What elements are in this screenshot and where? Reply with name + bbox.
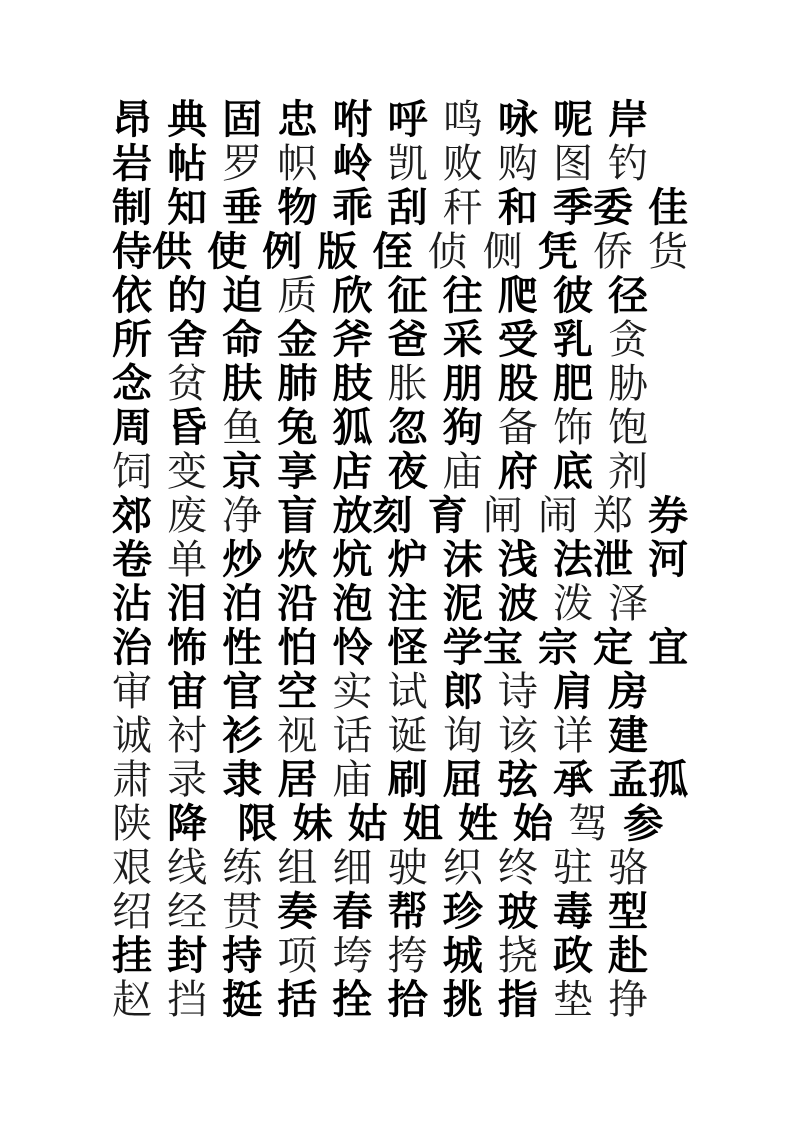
han-character-group: 视	[277, 714, 318, 758]
han-character-group: 乖	[332, 186, 373, 230]
han-character-group: 爸	[387, 318, 428, 362]
han-character-group: 欣	[332, 274, 373, 318]
han-character-group: 宜	[648, 626, 689, 670]
han-character-group: 刮	[387, 186, 428, 230]
han-character-group: 试	[387, 670, 428, 714]
han-character-group: 制	[112, 186, 152, 230]
han-character-group: 陕	[112, 802, 152, 846]
han-character-group: 驻	[553, 846, 593, 890]
han-character-group: 采	[442, 318, 483, 362]
character-row	[112, 846, 760, 890]
han-character-group: 店	[332, 450, 373, 494]
han-character-group: 沾	[112, 582, 152, 626]
han-character-group: 挂	[112, 934, 152, 978]
han-character-group: 乳	[553, 318, 593, 362]
han-character-group: 肩	[553, 670, 593, 714]
han-character-group: 驾	[568, 802, 609, 846]
han-character-group: 垮	[332, 934, 373, 978]
han-character-group: 帮	[387, 890, 428, 934]
han-character-group: 该	[497, 714, 538, 758]
han-character-group: 隶	[222, 758, 263, 802]
han-character-group: 的	[167, 274, 208, 318]
han-character-group: 径	[608, 274, 649, 318]
han-character-group: 赵	[112, 978, 152, 1022]
han-character-group: 诞	[387, 714, 428, 758]
han-character-group: 指	[497, 978, 538, 1022]
han-character-group: 挑	[442, 978, 483, 1022]
han-character-group: 录	[167, 758, 208, 802]
han-character-group: 凭	[537, 230, 578, 274]
han-character-group: 姓	[457, 802, 498, 846]
han-character-group: 挺	[222, 978, 263, 1022]
han-character-group: 底	[553, 450, 593, 494]
han-character-group: 炉	[387, 538, 428, 582]
han-character-group: 购	[497, 142, 538, 186]
han-character-group: 练	[222, 846, 263, 890]
han-character-group: 昏	[167, 406, 208, 450]
han-character-group: 征	[387, 274, 428, 318]
han-character-group: 京	[222, 450, 263, 494]
han-character-group: 挣	[608, 978, 649, 1022]
han-character-group: 佳	[648, 186, 689, 230]
han-character-group: 珍	[442, 890, 483, 934]
han-character-group: 忠	[277, 98, 318, 142]
han-character-group: 详	[553, 714, 593, 758]
character-row	[112, 934, 760, 978]
han-character-group: 贫	[167, 362, 208, 406]
character-row	[112, 978, 760, 1022]
han-character-group: 驶	[387, 846, 428, 890]
han-character-group: 怜	[332, 626, 373, 670]
han-character-group: 刷	[387, 758, 428, 802]
character-row	[112, 406, 760, 450]
character-row	[112, 802, 760, 846]
han-character-group: 炕	[332, 538, 373, 582]
han-character-group: 参	[623, 802, 664, 846]
han-character-group: 朋	[442, 362, 483, 406]
han-character-group: 呢	[553, 98, 593, 142]
han-character-group: 侧	[482, 230, 523, 274]
han-character-group: 肢	[332, 362, 373, 406]
han-character-group: 衫	[222, 714, 263, 758]
han-character-group: 胀	[387, 362, 428, 406]
han-character-group: 变	[167, 450, 208, 494]
han-character-group: 学宝	[442, 626, 523, 670]
character-row	[112, 582, 760, 626]
han-character-group: 居	[277, 758, 318, 802]
han-character-group: 诚	[112, 714, 152, 758]
han-character-group: 饰	[553, 406, 593, 450]
han-character-group: 饲	[112, 450, 152, 494]
character-row	[112, 274, 760, 318]
han-character-group: 泥	[442, 582, 483, 626]
han-character-group: 肃	[112, 758, 152, 802]
han-character-group: 股	[497, 362, 538, 406]
han-character-group: 贯	[222, 890, 263, 934]
han-character-group: 昂	[112, 98, 152, 142]
han-character-group: 终	[497, 846, 538, 890]
han-character-group: 帖	[167, 142, 208, 186]
han-character-group: 鸣	[442, 98, 483, 142]
han-character-group: 金	[277, 318, 318, 362]
han-character-group: 奏	[277, 890, 318, 934]
han-character-group: 享	[277, 450, 318, 494]
character-row	[112, 758, 760, 802]
han-character-group: 咏	[497, 98, 538, 142]
han-character-group: 姐	[402, 802, 443, 846]
han-character-group: 狐	[332, 406, 373, 450]
han-character-group: 赴	[608, 934, 649, 978]
han-character-group: 泪	[167, 582, 208, 626]
han-character-group: 承	[553, 758, 593, 802]
han-character-group: 怕	[277, 626, 318, 670]
han-character-group: 绍	[112, 890, 152, 934]
han-character-group: 忽	[387, 406, 428, 450]
character-row	[112, 494, 760, 538]
han-character-group: 周	[112, 406, 152, 450]
han-character-group: 房	[608, 670, 649, 714]
han-character-group: 骆	[608, 846, 649, 890]
han-character-group: 艰	[112, 846, 152, 890]
han-character-group: 剂	[608, 450, 649, 494]
han-character-group: 郊	[112, 494, 152, 538]
han-character-group: 盲	[277, 494, 318, 538]
han-character-group: 春	[332, 890, 373, 934]
character-row	[112, 230, 760, 274]
character-row	[112, 98, 760, 142]
character-row	[112, 714, 760, 758]
han-character-group: 净	[222, 494, 263, 538]
han-character-group: 挡	[167, 978, 208, 1022]
han-character-group: 空	[277, 670, 318, 714]
han-character-group: 型	[608, 890, 649, 934]
han-character-group: 受	[497, 318, 538, 362]
character-row	[112, 626, 760, 670]
han-character-group: 兔	[277, 406, 318, 450]
han-character-group: 呼	[387, 98, 428, 142]
han-character-group: 岩	[112, 142, 152, 186]
character-row	[112, 186, 760, 230]
han-character-group: 询	[442, 714, 483, 758]
han-character-group: 物	[277, 186, 318, 230]
han-character-group: 念	[112, 362, 152, 406]
han-character-group: 始	[513, 802, 553, 846]
character-row	[112, 890, 760, 934]
han-character-group: 舍	[167, 318, 208, 362]
han-character-group: 炊	[277, 538, 318, 582]
han-character-group: 典	[167, 98, 208, 142]
han-character-group: 单	[167, 538, 208, 582]
character-row	[112, 362, 760, 406]
han-character-group: 垂	[222, 186, 263, 230]
han-character-group: 闸	[482, 494, 523, 538]
han-character-group: 治	[112, 626, 152, 670]
han-character-group: 肤	[222, 362, 263, 406]
han-character-group: 项	[277, 934, 318, 978]
han-character-group: 货	[648, 230, 689, 274]
han-character-group: 咐	[332, 98, 373, 142]
han-character-group: 妹	[292, 802, 333, 846]
han-character-group: 版	[317, 230, 358, 274]
han-character-group: 所	[112, 318, 152, 362]
han-character-group: 话	[332, 714, 373, 758]
han-character-group: 依	[112, 274, 152, 318]
han-character-group: 毒	[553, 890, 593, 934]
han-character-group: 拾	[387, 978, 428, 1022]
han-character-group: 实	[332, 670, 373, 714]
character-row	[112, 142, 760, 186]
han-character-group: 肥	[553, 362, 593, 406]
han-character-group: 例	[262, 230, 303, 274]
han-character-group: 侄	[372, 230, 413, 274]
han-character-group: 封	[167, 934, 208, 978]
han-character-group: 泼	[553, 582, 593, 626]
han-character-group: 织	[442, 846, 483, 890]
character-row	[112, 318, 760, 362]
han-character-group: 沿	[277, 582, 318, 626]
han-character-group: 迫	[222, 274, 263, 318]
han-character-group: 饱	[608, 406, 649, 450]
han-character-group: 帜	[277, 142, 318, 186]
character-row	[112, 538, 760, 582]
han-character-group: 贪	[608, 318, 649, 362]
han-character-group: 命	[222, 318, 263, 362]
han-character-group: 郑	[593, 494, 633, 538]
character-row	[112, 450, 760, 494]
han-character-group: 罗	[222, 142, 263, 186]
han-character-group: 斧	[332, 318, 373, 362]
han-character-group: 怖	[167, 626, 208, 670]
han-character-group: 季委	[553, 186, 633, 230]
han-character-group: 知	[167, 186, 208, 230]
han-character-group: 持	[222, 934, 263, 978]
han-character-group: 弦	[497, 758, 538, 802]
han-character-group: 败	[442, 142, 483, 186]
han-character-group: 夜	[387, 450, 428, 494]
han-character-group: 固	[222, 98, 263, 142]
han-character-group: 彼	[553, 274, 593, 318]
han-character-group: 屈	[442, 758, 483, 802]
han-character-group: 法泄	[553, 538, 633, 582]
han-character-group: 组	[277, 846, 318, 890]
han-character-group: 秆	[442, 186, 483, 230]
han-character-group: 狗	[442, 406, 483, 450]
han-character-group: 拴	[332, 978, 373, 1022]
han-character-group: 注	[387, 582, 428, 626]
han-character-group: 姑	[347, 802, 388, 846]
han-character-group: 侍供	[112, 230, 192, 274]
han-character-group: 河	[648, 538, 689, 582]
han-character-group: 岸	[608, 98, 649, 142]
han-character-group: 废	[167, 494, 208, 538]
han-character-group: 备	[497, 406, 538, 450]
han-character-group: 胁	[608, 362, 649, 406]
han-character-group: 肺	[277, 362, 318, 406]
han-character-group: 侨	[593, 230, 633, 274]
han-character-group: 审	[112, 670, 152, 714]
han-character-group: 宙	[167, 670, 208, 714]
han-character-group: 限	[237, 802, 278, 846]
han-character-group: 图	[553, 142, 593, 186]
han-character-group: 宗	[537, 626, 578, 670]
han-character-group: 细	[332, 846, 373, 890]
han-character-group: 侦	[427, 230, 468, 274]
han-character-group: 浅	[497, 538, 538, 582]
han-character-group: 券	[648, 494, 689, 538]
han-character-group: 挠	[497, 934, 538, 978]
han-character-group: 城	[442, 934, 483, 978]
han-character-group: 怪	[387, 626, 428, 670]
han-character-group: 钓	[608, 142, 649, 186]
han-character-group: 庙	[332, 758, 373, 802]
han-character-group: 挎	[387, 934, 428, 978]
han-character-group: 府	[497, 450, 538, 494]
han-character-group: 泊	[222, 582, 263, 626]
han-character-group: 质	[277, 274, 318, 318]
han-character-group: 泽	[608, 582, 649, 626]
han-character-group: 括	[277, 978, 318, 1022]
han-character-group: 闹	[537, 494, 578, 538]
han-character-group: 降	[167, 802, 208, 846]
han-character-group: 育	[427, 494, 468, 538]
han-character-group: 往	[442, 274, 483, 318]
han-character-group: 和	[497, 186, 538, 230]
han-character-group: 政	[553, 934, 593, 978]
han-character-group: 鱼	[222, 406, 263, 450]
han-character-group: 庙	[442, 450, 483, 494]
han-character-group: 经	[167, 890, 208, 934]
han-character-group: 诗	[497, 670, 538, 714]
han-character-group: 泡	[332, 582, 373, 626]
han-character-group: 卷	[112, 538, 152, 582]
han-character-group: 凯	[387, 142, 428, 186]
han-character-group: 孟孤	[608, 758, 689, 802]
han-character-group: 使	[207, 230, 248, 274]
han-character-group: 性	[222, 626, 263, 670]
han-character-group: 衬	[167, 714, 208, 758]
han-character-group: 岭	[332, 142, 373, 186]
han-character-group: 郎	[442, 670, 483, 714]
han-character-group: 官	[222, 670, 263, 714]
han-character-group: 建	[608, 714, 649, 758]
han-character-group: 线	[167, 846, 208, 890]
character-row	[112, 670, 760, 714]
han-character-group: 沫	[442, 538, 483, 582]
han-character-group: 波	[497, 582, 538, 626]
han-character-group: 放刻	[332, 494, 413, 538]
han-character-group: 爬	[497, 274, 538, 318]
han-character-group: 垫	[553, 978, 593, 1022]
han-character-group: 炒	[222, 538, 263, 582]
han-character-group: 玻	[497, 890, 538, 934]
character-grid	[112, 98, 760, 1022]
han-character-group: 定	[593, 626, 633, 670]
